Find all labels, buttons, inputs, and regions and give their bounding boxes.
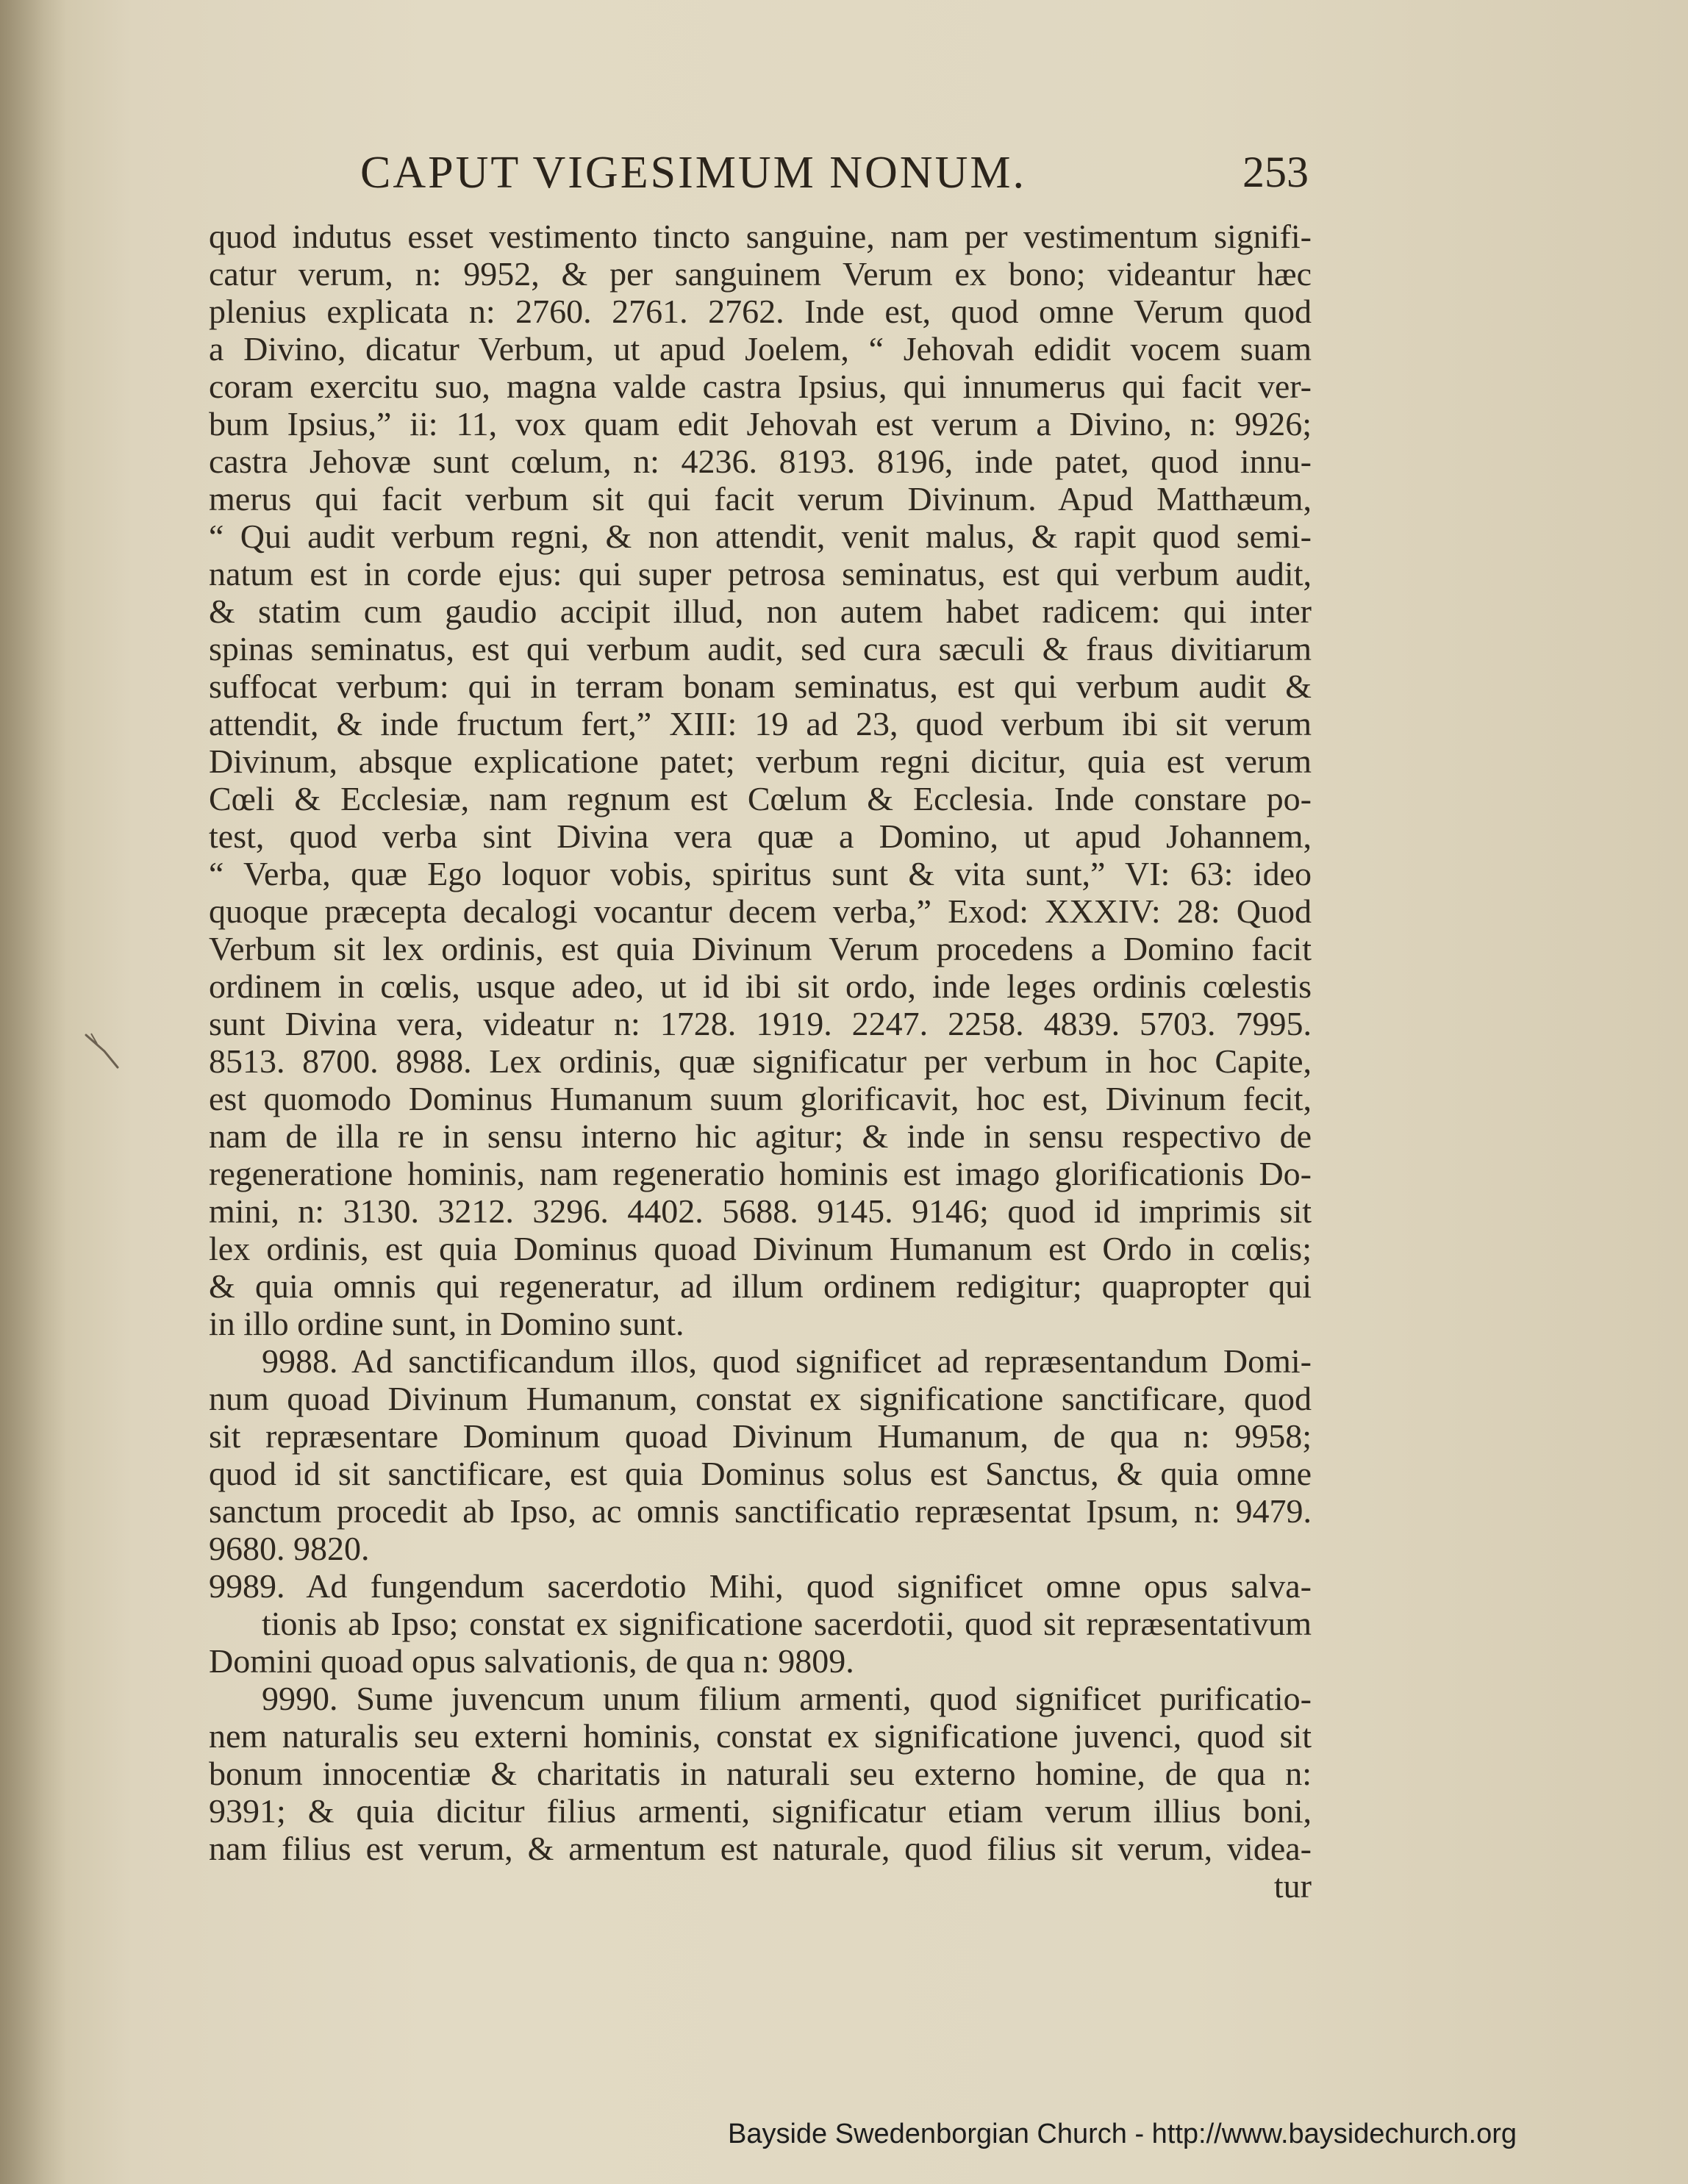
text-line: “ Qui audit verbum regni, & non attendit, venit malus, & rapit quod semi-: [209, 518, 1312, 555]
text-line: in illo ordine sunt, in Domino sunt.: [209, 1305, 684, 1342]
body-text: [209, 218, 1312, 1905]
text-line: ordinem in cœlis, usque adeo, ut id ibi sit ordo, inde leges ordinis cœlestis: [209, 967, 1312, 1005]
text-line: merus qui facit verbum sit qui facit verum Divinum. Apud Matthæum,: [209, 480, 1312, 518]
text-line: 9391; & quia dicitur filius armenti, significatur etiam verum illius boni,: [209, 1792, 1312, 1830]
text-line: test, quod verba sint Divina vera quæ a Domino, ut apud Johannem,: [209, 817, 1312, 855]
text-line: bum Ipsius,” ii: 11, vox quam edit Jehovah est verum a Divino, n: 9926;: [209, 405, 1312, 443]
page-number: 253: [1242, 148, 1309, 196]
text-line: est quomodo Dominus Humanum suum glorificavit, hoc est, Divinum fecit,: [209, 1080, 1312, 1117]
text-line: tionis ab Ipso; constat ex significatione sacerdotii, quod sit repræsentativum: [262, 1605, 1312, 1642]
text-line: plenius explicata n: 2760. 2761. 2762. Inde est, quod omne Verum quod: [209, 293, 1312, 330]
text-line: mini, n: 3130. 3212. 3296. 4402. 5688. 9145. 9146; quod id imprimis sit: [209, 1192, 1312, 1230]
text-line: sunt Divina vera, videatur n: 1728. 1919. 2247. 2258. 4839. 5703. 7995.: [209, 1005, 1312, 1042]
text-line: & quia omnis qui regeneratur, ad illum ordinem redigitur; quapropter qui: [209, 1267, 1312, 1305]
gutter-shadow: [0, 0, 66, 2184]
text-line: suffocat verbum: qui in terram bonam seminatus, est qui verbum audit &: [209, 667, 1312, 705]
text-line: 9680. 9820.: [209, 1530, 370, 1567]
text-line: Divinum, absque explicatione patet; verbum regni dicitur, quia est verum: [209, 742, 1312, 780]
text-line: sanctum procedit ab Ipso, ac omnis sanctificatio repræsentat Ipsum, n: 9479.: [209, 1492, 1312, 1530]
text-line: quoque præcepta decalogi vocantur decem verba,” Exod: XXXIV: 28: Quod: [209, 892, 1312, 930]
text-line: regeneratione hominis, nam regeneratio hominis est imago glorificationis Do-: [209, 1155, 1312, 1192]
text-line: Verbum sit lex ordinis, est quia Divinum Verum procedens a Domino facit: [209, 930, 1312, 967]
text-line: 9988. Ad sanctificandum illos, quod significet ad repræsentandum Domi-: [262, 1342, 1312, 1380]
text-line: 9989. Ad fungendum sacerdotio Mihi, quod significet omne opus salva-: [209, 1567, 1312, 1605]
margin-pencil-mark: [82, 1029, 126, 1073]
catchword: tur: [1273, 1867, 1312, 1905]
text-line: num quoad Divinum Humanum, constat ex significatione sanctificare, quod: [209, 1380, 1312, 1417]
text-line: 8513. 8700. 8988. Lex ordinis, quæ significatur per verbum in hoc Capite,: [209, 1042, 1312, 1080]
text-line: castra Jehovæ sunt cœlum, n: 4236. 8193. 8196, inde patet, quod innu-: [209, 443, 1312, 480]
text-line: coram exercitu suo, magna valde castra Ipsius, qui innumerus qui facit ver-: [209, 368, 1312, 405]
text-line: sit repræsentare Dominum quoad Divinum Humanum, de qua n: 9958;: [209, 1417, 1312, 1455]
text-line: natum est in corde ejus: qui super petrosa seminatus, est qui verbum audit,: [209, 555, 1312, 592]
text-line: Cœli & Ecclesiæ, nam regnum est Cœlum & Ecclesia. Inde constare po-: [209, 780, 1312, 817]
text-line: catur verum, n: 9952, & per sanguinem Verum ex bono; videantur hæc: [209, 255, 1312, 293]
text-line: lex ordinis, est quia Dominus quoad Divinum Humanum est Ordo in cœlis;: [209, 1230, 1312, 1267]
text-line: nam filius est verum, & armentum est naturale, quod filius sit verum, videa-: [209, 1830, 1312, 1867]
running-head: [360, 147, 1309, 206]
text-line: “ Verba, quæ Ego loquor vobis, spiritus sunt & vita sunt,” VI: 63: ideo: [209, 855, 1312, 892]
text-line: bonum innocentiæ & charitatis in naturali seu externo homine, de qua n:: [209, 1755, 1312, 1792]
text-line: 9990. Sume juvencum unum filium armenti, quod significet purificatio-: [262, 1680, 1312, 1717]
text-line: quod id sit sanctificare, est quia Dominus solus est Sanctus, & quia omne: [209, 1455, 1312, 1492]
footer-credit: Bayside Swedenborgian Church - http://www.baysidechurch.org: [728, 2119, 1517, 2149]
text-line: nam de illa re in sensu interno hic agitur; & inde in sensu respectivo de: [209, 1117, 1312, 1155]
text-line: Domini quoad opus salvationis, de qua n: 9809.: [209, 1642, 854, 1680]
text-line: a Divino, dicatur Verbum, ut apud Joelem, “ Jehovah edidit vocem suam: [209, 330, 1312, 368]
text-line: attendit, & inde fructum fert,” XIII: 19 ad 23, quod verbum ibi sit verum: [209, 705, 1312, 742]
text-line: nem naturalis seu externi hominis, constat ex significatione juvenci, quod sit: [209, 1717, 1312, 1755]
text-line: spinas seminatus, est qui verbum audit, sed cura sæculi & fraus divitiarum: [209, 630, 1312, 667]
chapter-title: CAPUT VIGESIMUM NONUM.: [360, 148, 1026, 198]
text-line: quod indutus esset vestimento tincto sanguine, nam per vestimentum signifi-: [209, 218, 1312, 255]
text-line: & statim cum gaudio accipit illud, non autem habet radicem: qui inter: [209, 592, 1312, 630]
